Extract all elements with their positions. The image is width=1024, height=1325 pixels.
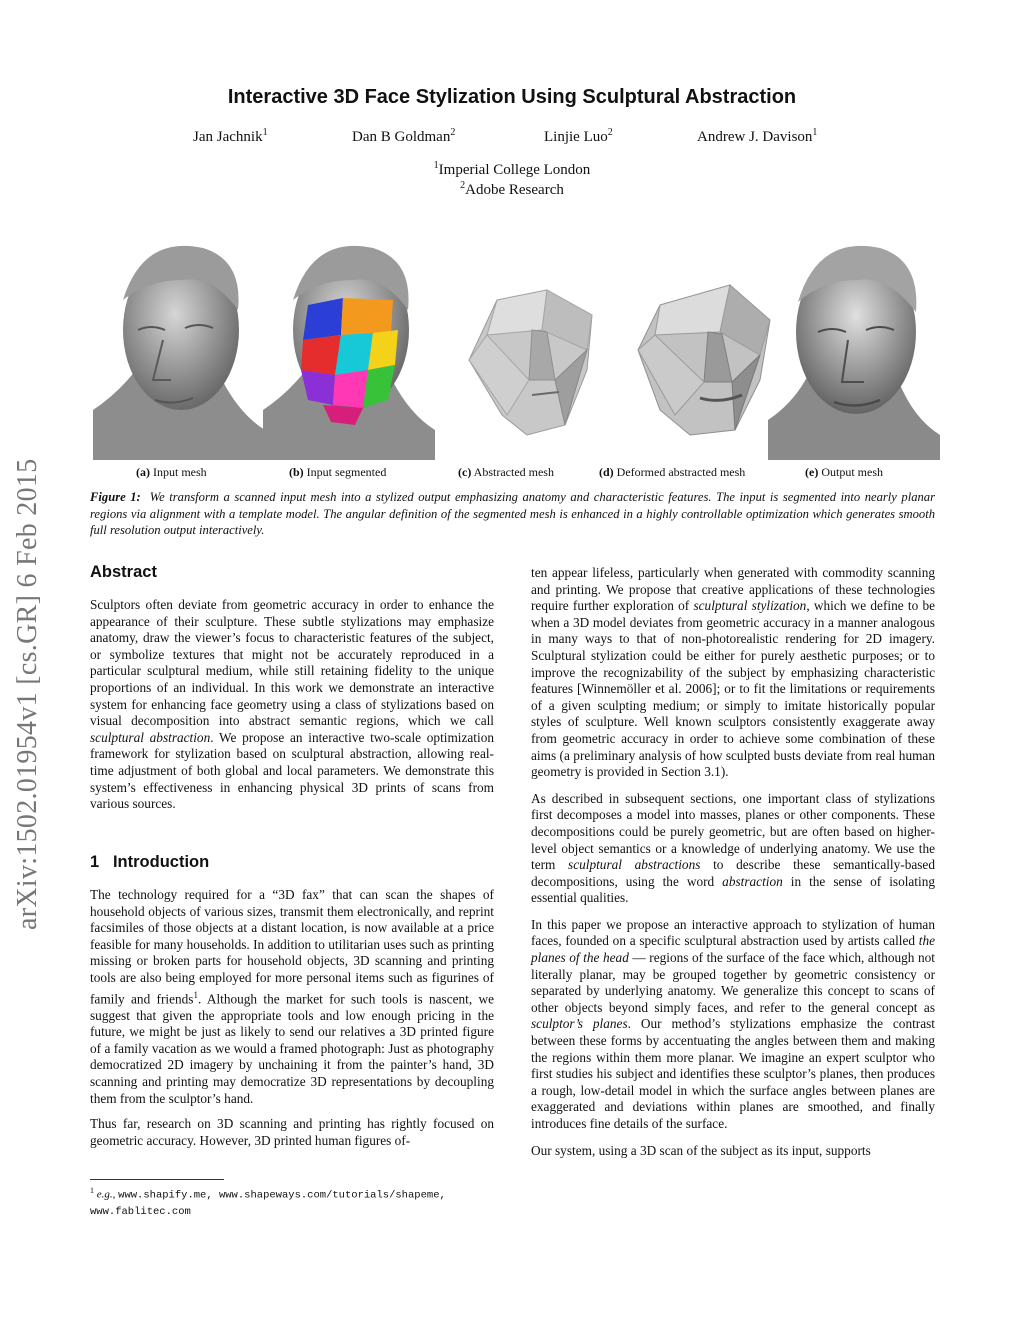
text-run: in the sense of isolating essential qualities. (531, 873, 935, 906)
text-run: . We propose an interactive two-scale optimization framework for stylization based on sculptural abstraction, allowing real-time adjustment of both global and local parameters. We demonstrate this system’s effectiveness in enhancing physical 3D prints of scans from various sources. (90, 729, 494, 812)
subcaption-d (599, 465, 745, 480)
subcaption-letter: (a) (136, 465, 150, 479)
author-4 (697, 127, 817, 146)
author-affiliation-mark: 1 (812, 127, 818, 138)
author-name: Andrew J. Davison (697, 129, 813, 145)
abstract-body (90, 597, 494, 813)
subcaption-letter: (e) (805, 465, 819, 479)
affiliation-2 (0, 180, 1024, 199)
emphasis-run: sculptor’s planes (531, 1016, 628, 1032)
author-affiliation-mark: 2 (450, 127, 456, 138)
affiliation-number: 2 (460, 180, 466, 191)
right-paragraph-4 (531, 1143, 935, 1160)
affiliation-1 (0, 160, 1024, 179)
section-title: Introduction (112, 853, 210, 871)
figure-panel-input-mesh (93, 240, 265, 460)
footnote-rule (90, 1179, 224, 1180)
intro-paragraph-1 (90, 887, 494, 1107)
text-run: to describe these semantically-based decompositions, using the word (531, 857, 935, 889)
subcaption-c (458, 465, 554, 480)
subcaption-letter: (c) (458, 465, 472, 479)
author-3 (544, 127, 613, 146)
abstract-heading: Abstract (90, 563, 157, 581)
text-run: . Our method’s stylizations emphasize the contrast between these forms by accentuating the angles between them and making the regions within them more planar. We imagine an expert sculptor who first studies his subject and identifies these sculptor’s planes, then produces a rough, low-detail model in which the surface angles between planes are exaggerated and deviations within planes are smoothed, and finally introduces fine details of the surface. (531, 1016, 935, 1131)
affiliation-name: Imperial College London (438, 162, 591, 178)
text-run: , which we define to be when a 3D model deviates from geometric accuracy in a manner analogous in many ways to that of non-photorealistic rendering for 2D imagery. Sculptural stylization could be either for purely aesthetic purposes; or to improve the recognizability of the subject by emphasizing characteristic features [Winnemöller et al. 2006]; or to fit the limitations or requirements of a given sculpting medium; or simply to imitate historically popular styles of sculpture. Well known sculptors consistently exaggerate away from geometric accuracy in order to achieve some combination of these aims (a preliminary analysis of how sculpted busts deviate from real human geometry is provided in Section 3.1). (531, 598, 936, 780)
affiliation-name: Adobe Research (465, 182, 564, 198)
text-run: As described in subsequent sections, one important class of stylizations first decomposes a model into masses, planes or other components. These decompositions could be purely geometric, but are often based on higher-level object semantics or a knowledge of underlying anatomy. We use the term (531, 790, 935, 873)
intro-paragraph-2 (90, 1116, 494, 1149)
figure-panel-output-mesh (768, 240, 940, 460)
figure-caption-text: We transform a scanned input mesh into a stylized output emphasizing anatomy and characteristic features. The input is segmented into nearly planar regions via alignment with a template model. The angular definition of the segmented mesh is enhanced in a highly controllable optimization which generates smooth full resolution output interactively. (90, 490, 935, 537)
abstract-paragraph (90, 597, 494, 813)
right-paragraph-3 (531, 917, 935, 1133)
subcaption-letter: (d) (599, 465, 614, 479)
emphasis-run: sculptural abstraction (90, 729, 211, 745)
subcaption-letter: (b) (289, 465, 304, 479)
figure-panel-input-segmented (263, 240, 435, 460)
subcaption-a (136, 465, 207, 480)
emphasis-run: abstraction (722, 873, 783, 889)
figure-caption (90, 489, 935, 539)
paper-title: Interactive 3D Face Stylization Using Sculptural Abstraction (227, 86, 797, 108)
author-1 (193, 127, 268, 146)
introduction-body (90, 887, 494, 1149)
right-paragraph-1 (531, 565, 935, 781)
author-affiliation-mark: 2 (607, 127, 613, 138)
figure-panel-deformed-abstracted-mesh (620, 240, 792, 460)
author-2 (352, 127, 455, 146)
subcaption-text: Deformed abstracted mesh (616, 465, 746, 479)
text-run: . Although the market for such tools is nascent, we suggest that given the appropriate tools and low enough pricing in the future, we might be just as likely to send our relatives a 3D printed figure of a family vacation as we would a framed photograph: Just as photography democratized 2D imagery by unchaining it from the painter’s hand, 3D scanning and printing may democratize 3D representations by decoupling them from the sculptor’s hand. (90, 990, 494, 1106)
footnote-urls: www.shapify.me, www.shapeways.com/tutorials/shapeme, www.fablitec.com (90, 1189, 446, 1218)
subcaption-text: Input segmented (306, 465, 387, 479)
section-number: 1 (90, 853, 100, 871)
author-name: Linjie Luo (544, 129, 608, 145)
author-affiliation-mark: 1 (262, 127, 268, 138)
subcaption-b (289, 465, 386, 480)
subcaption-text: Abstracted mesh (473, 465, 554, 479)
text-run: Thus far, research on 3D scanning and printing has rightly focused on geometric accuracy. However, 3D printed human figures of- (90, 1116, 494, 1148)
figure-label: Figure 1: (90, 490, 141, 504)
footnote-eg: e.g. (96, 1188, 113, 1201)
emphasis-run: sculptural abstractions (568, 857, 701, 873)
emphasis-run: the planes of the head (531, 933, 935, 966)
emphasis-run: sculptural stylization (693, 598, 807, 614)
text-run: ten appear lifeless, particularly when generated with commodity scanning and printing. We propose that creative applications of these technologies require further exploration of (531, 565, 935, 614)
text-run: In this paper we propose an interactive approach to stylization of human faces, founded on a specific sculptural abstraction used by artists called (531, 916, 935, 949)
footnote: $^1$ e.g., www.shapify.me, www.shapeways.com/tutorials/shapeme, www.fablitec.com (90, 1179, 494, 1220)
arxiv-stamp: arXiv:1502.01954v1 [cs.GR] 6 Feb 2015 (12, 458, 43, 930)
text-run: The technology required for a “3D fax” that can scan the shapes of household objects of various sizes, transmit them electronically, and reprint facsimiles of those objects at a distant location, is now available at a price feasible for many households. In addition to utilitarian uses such as printing missing or broken parts for household objects, 3D scanning and printing tools are also being employed for more personal items such as figurines of family and friends (90, 887, 494, 1006)
text-run: Our system, using a 3D scan of the subject as its input, supports (531, 1142, 871, 1158)
affiliation-number: 1 (433, 160, 439, 171)
text-run: Sculptors often deviate from geometric accuracy in order to enhance the appearance of their sculpture. These subtle stylizations may emphasize anatomy, draw the viewer’s focus to characteristic features of the subject, or symbolize textures that might not be accurately reproduced in a particular sculptural medium, while still retaining fidelity to the unique proportions of an individual. In this work we demonstrate an interactive system for enhancing face geometry using a class of stylizations based on visual decomposition into abstract semantic regions, which we call (90, 597, 494, 729)
author-name: Dan B Goldman (352, 129, 451, 145)
author-name: Jan Jachnik (193, 129, 263, 145)
footnote-mark: 1 (193, 989, 198, 1000)
subcaption-e (805, 465, 883, 480)
text-run: — regions of the surface of the face which, although not literally planar, may be grouped together by geometric consistency or separated by underlying anatomy. We generalize this concept to scans of other objects beyond simply faces, and refer to the general concept as (531, 950, 935, 1015)
footnote-number: 1 (90, 1186, 94, 1195)
right-column-body (531, 565, 935, 1159)
subcaption-text: Input mesh (153, 465, 207, 479)
right-paragraph-2 (531, 791, 935, 907)
subcaption-text: Output mesh (821, 465, 883, 479)
figure-panel-abstracted-mesh (447, 240, 619, 460)
section-heading-introduction (90, 853, 209, 872)
